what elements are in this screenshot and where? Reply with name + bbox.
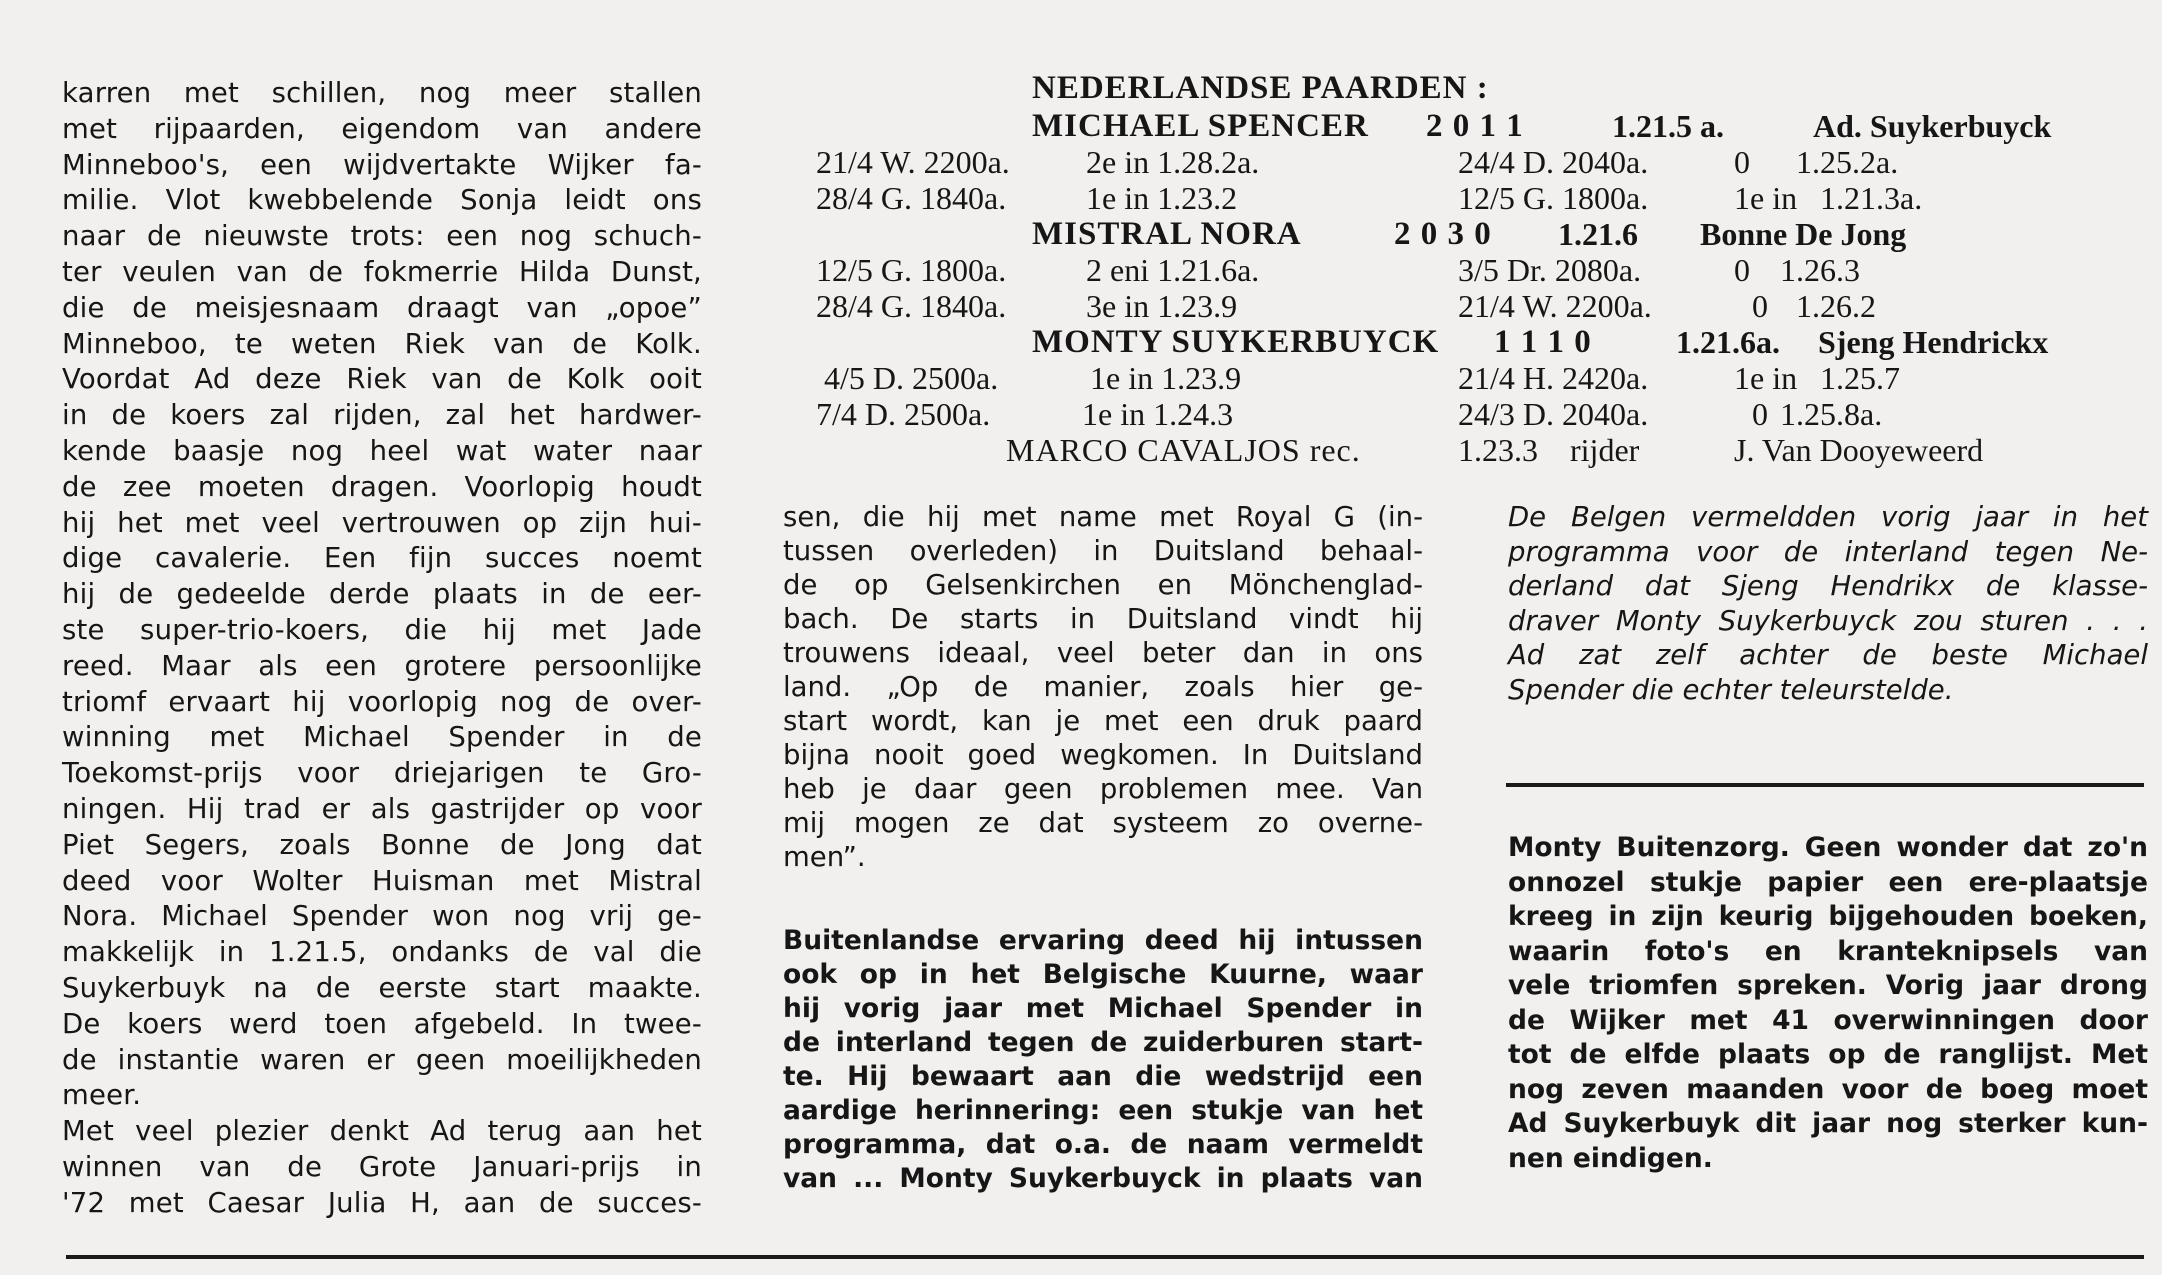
race-time: 1.26.3 — [1780, 252, 1860, 288]
bold-text-line: de Wijker met 41 overwinningen door — [1508, 1004, 2148, 1036]
text-line: dige cavalerie. Een fijn succes noemt — [62, 542, 702, 575]
right-article-column — [1508, 500, 2148, 1176]
text-line: bach. De starts in Duitsland vindt hij — [783, 603, 1423, 635]
text-line: naar de nieuwste trots: een nog schuch- — [62, 220, 702, 253]
horse-record: 1.21.6 — [1558, 216, 1638, 252]
horse-driver: J. Van Dooyeweerd — [1734, 432, 1984, 468]
race-place: 0 — [1752, 288, 1768, 324]
rider-label: rijder — [1570, 432, 1640, 468]
text-line: Minneboo, te weten Riek van de Kolk. — [62, 327, 702, 360]
text-line: hij de gedeelde derde plaats in de eer- — [62, 578, 702, 611]
text-line: hij het met veel vertrouwen op zijn hui- — [62, 506, 702, 539]
race-place: 1e in — [1734, 180, 1798, 216]
text-line: tussen overleden) in Duitsland behaal- — [783, 535, 1423, 567]
race-result: 1e in 1.23.9 — [1090, 360, 1242, 396]
text-line: ter veulen van de fokmerrie Hilda Dunst, — [62, 255, 702, 288]
text-line: De koers werd toen afgebeld. In twee- — [62, 1007, 702, 1040]
horse-record: 1.21.6a. — [1676, 324, 1780, 360]
text-line: de op Gelsenkirchen en Mönchenglad- — [783, 569, 1423, 601]
race-date-track: 24/4 D. 2040a. — [1458, 144, 1649, 180]
middle-article-column — [783, 500, 1423, 1196]
race-date-track: 21/4 H. 2420a. — [1458, 360, 1649, 396]
bold-text-line: onnozel stukje papier een ere-plaatsje — [1508, 866, 2148, 898]
text-line: ningen. Hij trad er als gastrijder op voor — [62, 792, 702, 825]
text-line: Suykerbuyk na de eerste start maakte. — [62, 971, 702, 1004]
race-date-track: 28/4 G. 1840a. — [816, 180, 1007, 216]
bold-text-line: van ... Monty Suykerbuyck in plaats van — [783, 1163, 1423, 1194]
bold-text-line: Monty Buitenzorg. Geen wonder dat zo'n — [1508, 832, 2148, 863]
race-place: 1e in — [1734, 360, 1798, 396]
text-line: ste super-trio-koers, die hij met Jade — [62, 613, 702, 646]
caption-line: draver Monty Suykerbuyck zou sturen . . . — [1508, 604, 2148, 637]
race-result: 2 eni 1.21.6a. — [1086, 252, 1260, 288]
text-line: reed. Maar als een grotere persoonlijke — [62, 649, 702, 682]
text-line: Toekomst-prijs voor driejarigen te Gro- — [62, 757, 702, 790]
bold-text-line: waarin foto's en kranteknipsels van — [1508, 935, 2148, 967]
horse-record: 1.23.3 — [1458, 432, 1538, 468]
caption-line: Spender die echter teleurstelde. — [1508, 673, 1954, 706]
bold-text-line: programma, dat o.a. de naam vermeldt — [783, 1129, 1423, 1160]
text-line: deed voor Wolter Huisman met Mistral — [62, 864, 702, 897]
text-line: winnen van de Grote Januari-prijs in — [62, 1150, 702, 1183]
race-place: 0 — [1752, 396, 1768, 432]
bold-text-line: de interland tegen de zuiderburen start- — [783, 1027, 1423, 1058]
horse-stats: 2 0 1 1 — [1426, 108, 1524, 144]
text-line: triomf ervaart hij voorlopig nog de over- — [62, 685, 702, 718]
text-line: makkelijk in 1.21.5, ondanks de val die — [62, 936, 702, 969]
bold-text-line: te. Hij bewaart aan die wedstrijd een — [783, 1061, 1423, 1092]
bold-text-line: nog zeven maanden voor de boeg moet — [1508, 1073, 2148, 1105]
text-line: die de meisjesnaam draagt van „opoe” — [62, 291, 702, 324]
section-divider — [1506, 783, 2144, 787]
text-line: Voordat Ad deze Riek van de Kolk ooit — [62, 363, 702, 396]
text-line: Minneboo's, een wijdvertakte Wijker fa- — [62, 148, 702, 181]
text-line: start wordt, kan je met een druk paard — [783, 705, 1423, 737]
race-date-track: 12/5 G. 1800a. — [816, 252, 1007, 288]
text-line: met rijpaarden, eigendom van andere — [62, 112, 702, 145]
race-date-track: 21/4 W. 2200a. — [816, 144, 1010, 180]
bold-text-line: vele triomfen spreken. Vorig jaar drong — [1508, 970, 2148, 1001]
bold-text-line: hij vorig jaar met Michael Spender in — [783, 993, 1423, 1024]
race-place: 0 — [1734, 144, 1750, 180]
bold-text-line: Buitenlandse ervaring deed hij intussen — [783, 925, 1423, 956]
race-date-track: 3/5 Dr. 2080a. — [1458, 252, 1642, 288]
bold-text-line: kreeg in zijn keurig bijgehouden boeken, — [1508, 901, 2148, 932]
race-date-track: 4/5 D. 2500a. — [824, 360, 999, 396]
caption-line: Ad zat zelf achter de beste Michael — [1508, 639, 2148, 671]
race-result: 1e in 1.24.3 — [1082, 396, 1234, 432]
text-line: Nora. Michael Spender won nog vrij ge- — [62, 900, 702, 933]
horse-name: MISTRAL NORA — [1032, 216, 1302, 252]
race-result: 2e in 1.28.2a. — [1086, 144, 1260, 180]
left-article-column — [62, 76, 702, 1222]
horse-driver: Ad. Suykerbuyck — [1813, 108, 2052, 144]
text-line: trouwens ideaal, veel beter dan in ons — [783, 637, 1423, 669]
race-time: 1.21.3a. — [1820, 180, 1923, 216]
bold-text-line: aardige herinnering: een stukje van het — [783, 1095, 1423, 1126]
results-heading: NEDERLANDSE PAARDEN : — [1032, 70, 1489, 106]
text-line: heb je daar geen problemen mee. Van — [783, 773, 1423, 805]
horse-stats: 1 1 1 0 — [1494, 324, 1592, 360]
text-line: winning met Michael Spender in de — [62, 721, 702, 754]
text-line: kende baasje nog heel wat water naar — [62, 434, 702, 467]
text-line: de instantie waren er geen moeilijkheden — [62, 1043, 702, 1076]
race-time: 1.26.2 — [1796, 288, 1876, 324]
horse-name: MICHAEL SPENCER — [1032, 108, 1369, 144]
text-line: meer. — [62, 1079, 142, 1112]
text-line: land. „Op de manier, zoals hier ge- — [783, 671, 1423, 703]
text-line: milie. Vlot kwebbelende Sonja leidt ons — [62, 184, 702, 217]
horse-name: MONTY SUYKERBUYCK — [1032, 324, 1440, 360]
race-place: 0 — [1734, 252, 1750, 288]
race-time: 1.25.7 — [1820, 360, 1900, 396]
text-line: '72 met Caesar Julia H, aan de succes- — [62, 1186, 702, 1219]
horse-driver: Bonne De Jong — [1700, 216, 1907, 252]
bottom-rule — [66, 1255, 2144, 1259]
caption-line: programma voor de interland tegen Ne- — [1508, 535, 2148, 568]
text-line: sen, die hij met name met Royal G (in- — [783, 501, 1423, 533]
race-date-track: 21/4 W. 2200a. — [1458, 288, 1652, 324]
horse-stats: 2 0 3 0 — [1394, 216, 1492, 252]
text-line: de zee moeten dragen. Voorlopig houdt — [62, 470, 702, 503]
race-date-track: 12/5 G. 1800a. — [1458, 180, 1649, 216]
bold-text-line: tot de elfde plaats op de ranglijst. Met — [1508, 1039, 2148, 1070]
bold-text-line: Ad Suykerbuyk dit jaar nog sterker kun- — [1508, 1108, 2148, 1139]
bold-text-line: ook op in het Belgische Kuurne, waar — [783, 959, 1423, 990]
horse-driver: Sjeng Hendrickx — [1818, 324, 2049, 360]
race-time: 1.25.2a. — [1796, 144, 1899, 180]
text-line: karren met schillen, nog meer stallen — [62, 77, 702, 109]
caption-line: De Belgen vermeldden vorig jaar in het — [1508, 501, 2148, 533]
text-line: mij mogen ze dat systeem zo overne- — [783, 807, 1423, 839]
bold-text-line: nen eindigen. — [1508, 1142, 1713, 1174]
horse-record: 1.21.5 a. — [1612, 108, 1724, 144]
race-date-track: 7/4 D. 2500a. — [816, 396, 991, 432]
race-time: 1.25.8a. — [1780, 396, 1883, 432]
race-result: 1e in 1.23.2 — [1086, 180, 1238, 216]
text-line: in de koers zal rijden, zal het hardwer- — [62, 399, 702, 432]
text-line: Met veel plezier denkt Ad terug aan het — [62, 1115, 702, 1148]
caption-line: derland dat Sjeng Hendrikx de klasse- — [1508, 570, 2148, 602]
race-result: 3e in 1.23.9 — [1086, 288, 1238, 324]
race-date-track: 24/3 D. 2040a. — [1458, 396, 1649, 432]
text-line: men”. — [783, 841, 866, 873]
horse-name: MARCO CAVALJOS rec. — [1006, 432, 1361, 468]
text-line: bijna nooit goed wegkomen. In Duitsland — [783, 739, 1423, 771]
text-line: Piet Segers, zoals Bonne de Jong dat — [62, 828, 702, 861]
race-date-track: 28/4 G. 1840a. — [816, 288, 1007, 324]
